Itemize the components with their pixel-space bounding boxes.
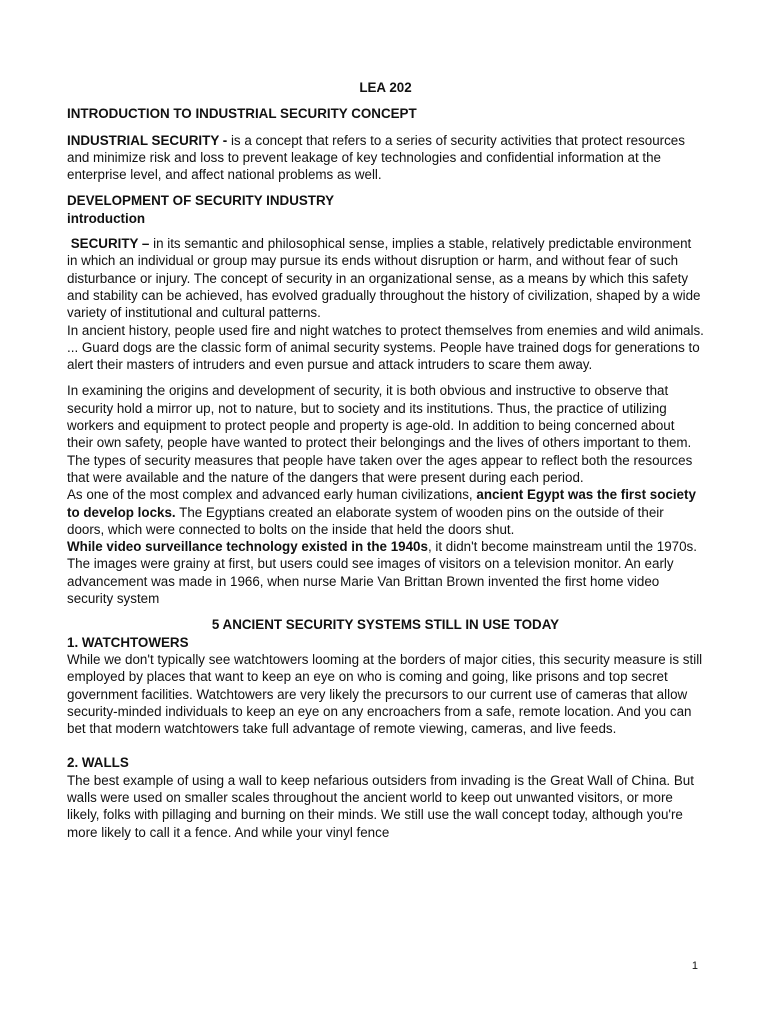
page-number: 1 [691, 960, 698, 972]
security-text: in its semantic and philosophical sense, implies a stable, relatively predictable environment in which an individual or group may pursue its ends without disruption or harm, and without fear of such disturbance or injury. The concept of security in an organizational sense, as a means by which this safety and stability can be achieved, has evolved gradually throughout the history of civilization, shaped by a wide variety of institutional and cultural patterns. [67, 236, 701, 321]
video-paragraph [67, 538, 704, 607]
origins-paragraph: In examining the origins and development of security, it is both obvious and instructive to observe that security hold a mirror up, not to nature, but to society and its institutions. Thus, the practice of utilizing workers and equipment to protect people and property is age-old. In addition to being concerned about their own safety, people have wanted to protect their belongings and the lives of others important to them. The types of security measures that people have taken over the ages appear to reflect both the resources that were available and the nature of the dangers that were present during each period. [67, 383, 693, 485]
definition-term: INDUSTRIAL SECURITY - [67, 132, 228, 148]
security-term: SECURITY – [70, 236, 150, 252]
egypt-rest: The Egyptians created an elaborate system of wooden pins on the outside of their doors, which were connected to bolts on the inside that held the doors shut. [67, 504, 664, 537]
watchtowers-text: While we don't typically see watchtowers looming at the borders of major cities, this security measure is still employed by places that want to keep an eye on who is coming and going, like prisons and top secret government facilities. Watchtowers are very likely the precursors to our current use of cameras that allow security-minded individuals to keep an eye on any encroachers from a safe, remote location. And you can bet that modern watchtowers take full advantage of remote viewing, cameras, and live feeds. [67, 651, 703, 737]
introduction-subheading: introduction [67, 210, 146, 226]
walls-heading: 2. WALLS [67, 755, 129, 771]
watchtowers-heading: 1. WATCHTOWERS [67, 634, 189, 650]
security-paragraph [67, 235, 704, 321]
development-heading: DEVELOPMENT OF SECURITY INDUSTRY [67, 193, 335, 209]
main-title: INTRODUCTION TO INDUSTRIAL SECURITY CONCEPT [67, 106, 417, 122]
egypt-paragraph [67, 486, 704, 538]
course-code: LEA 202 [359, 80, 412, 95]
egypt-bold: ancient Egypt was the first society to develop locks. [67, 487, 696, 520]
walls-text: The best example of using a wall to keep nefarious outsiders from invading is the Great Wall of China. But walls were used on smaller scales throughout the ancient world to keep out unwanted visitors, or more likely, folks with pillaging and burning on their minds. We still use the wall concept today, although you're more likely to call it a fence. And while your vinyl fence [67, 772, 694, 840]
definition-text: is a concept that refers to a series of security activities that protect resources and minimize risk and loss to prevent leakage of key technologies and confidential information at the enterprise level, and affect national problems as well. [67, 132, 685, 183]
egypt-lead: As one of the most complex and advanced early human civilizations, [67, 487, 477, 503]
video-bold: While video surveillance technology existed in the 1940s [67, 539, 428, 555]
ancient-history-paragraph: In ancient history, people used fire and night watches to protect themselves from enemies and wild animals. ... Guard dogs are the classic form of animal security systems. People have trained dogs for generations to alert their masters of intruders and even pursue and attack intruders to scare them away. [67, 322, 704, 373]
video-rest: , it didn't become mainstream until the 1970s. The images were grainy at first, but users could see images of visitors on a television monitor. An early advancement was made in 1966, when nurse Marie Van Brittan Brown invented the first home video security system [67, 539, 697, 607]
industrial-security-definition [67, 132, 704, 184]
ancient-systems-heading: 5 ANCIENT SECURITY SYSTEMS STILL IN USE TODAY [211, 617, 560, 633]
